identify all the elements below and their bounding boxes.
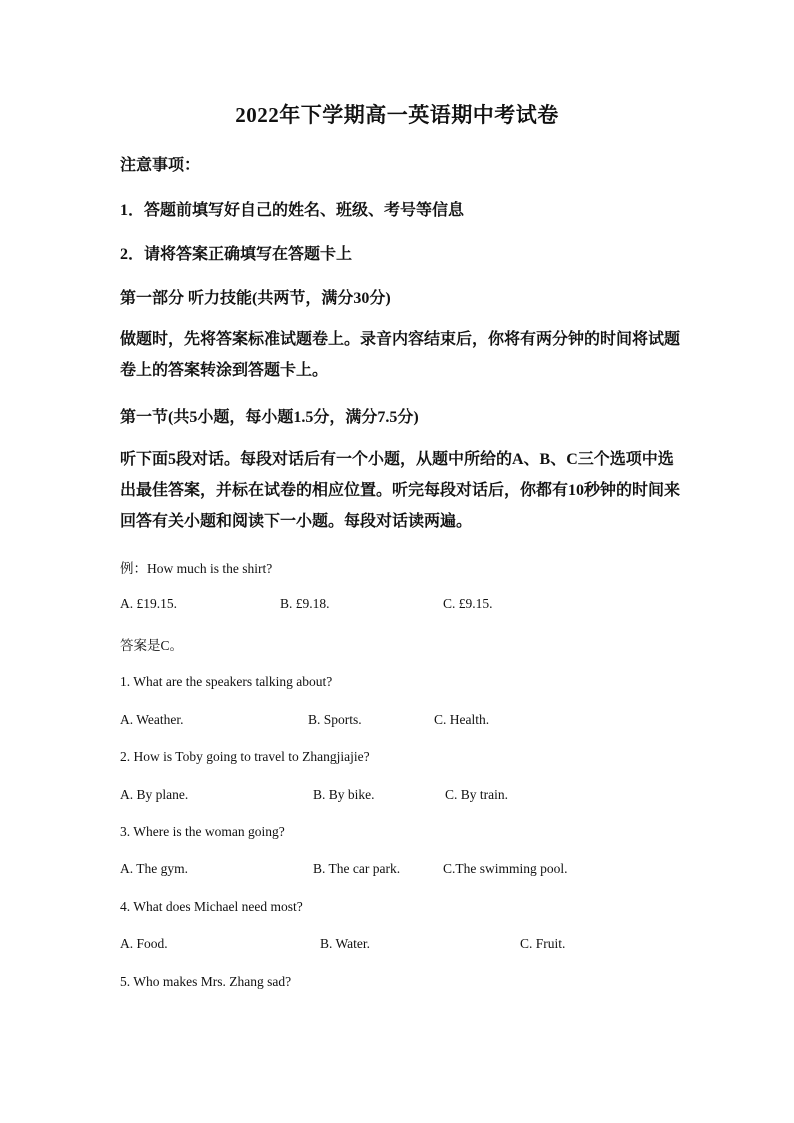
q2-option-a: A. By plane.: [120, 787, 189, 802]
section1-instruction: 听下面5段对话。每段对话后有一个小题，从题中所给的A、B、C三个选项中选出最佳答案，并标在试卷的相应位置。听完每段对话后，你都有10秒钟的时间来回答有关小题和阅读下一小题。每段对话读两遍。: [120, 451, 681, 530]
question-2: 2. How is Toby going to travel to Zhangjiajie?: [120, 749, 370, 764]
example-option-a: A. £19.15.: [120, 596, 177, 611]
q3-option-a: A. The gym.: [120, 861, 188, 876]
question-1: 1. What are the speakers talking about?: [120, 674, 333, 689]
q1-option-c: C. Health.: [434, 712, 490, 727]
example-question: 例：How much is the shirt?: [120, 561, 273, 576]
notice-item-2: 2．请将答案正确填写在答题卡上: [120, 246, 353, 263]
q2-option-b: B. By bike.: [313, 787, 375, 802]
question-5: 5. Who makes Mrs. Zhang sad?: [120, 974, 292, 989]
part1-instruction: 做题时，先将答案标准试题卷上。录音内容结束后，你将有两分钟的时间将试题卷上的答案转涂到答题卡上。: [120, 331, 681, 379]
q2-option-c: C. By train.: [445, 787, 508, 802]
q4-option-c: C. Fruit.: [520, 936, 566, 951]
part1-heading: 第一部分 听力技能(共两节，满分30分): [120, 290, 391, 307]
question-4: 4. What does Michael need most?: [120, 899, 303, 914]
example-option-b: B. £9.18.: [280, 596, 330, 611]
q3-option-c: C.The swimming pool.: [443, 861, 568, 876]
q4-option-b: B. Water.: [320, 936, 371, 951]
notice-item-1: 1．答题前填写好自己的姓名、班级、考号等信息: [120, 202, 465, 219]
q1-option-b: B. Sports.: [308, 712, 362, 727]
page-title: 2022年下学期高一英语期中考试卷: [235, 103, 559, 127]
example-option-c: C. £9.15.: [443, 596, 493, 611]
example-answer: 答案是C。: [120, 638, 184, 653]
question-3: 3. Where is the woman going?: [120, 824, 285, 839]
q3-option-b: B. The car park.: [313, 861, 401, 876]
q1-option-a: A. Weather.: [120, 712, 184, 727]
notice-heading: 注意事项：: [120, 157, 201, 174]
section1-heading: 第一节(共5小题，每小题1.5分，满分7.5分): [120, 409, 419, 426]
q4-option-a: A. Food.: [120, 936, 168, 951]
